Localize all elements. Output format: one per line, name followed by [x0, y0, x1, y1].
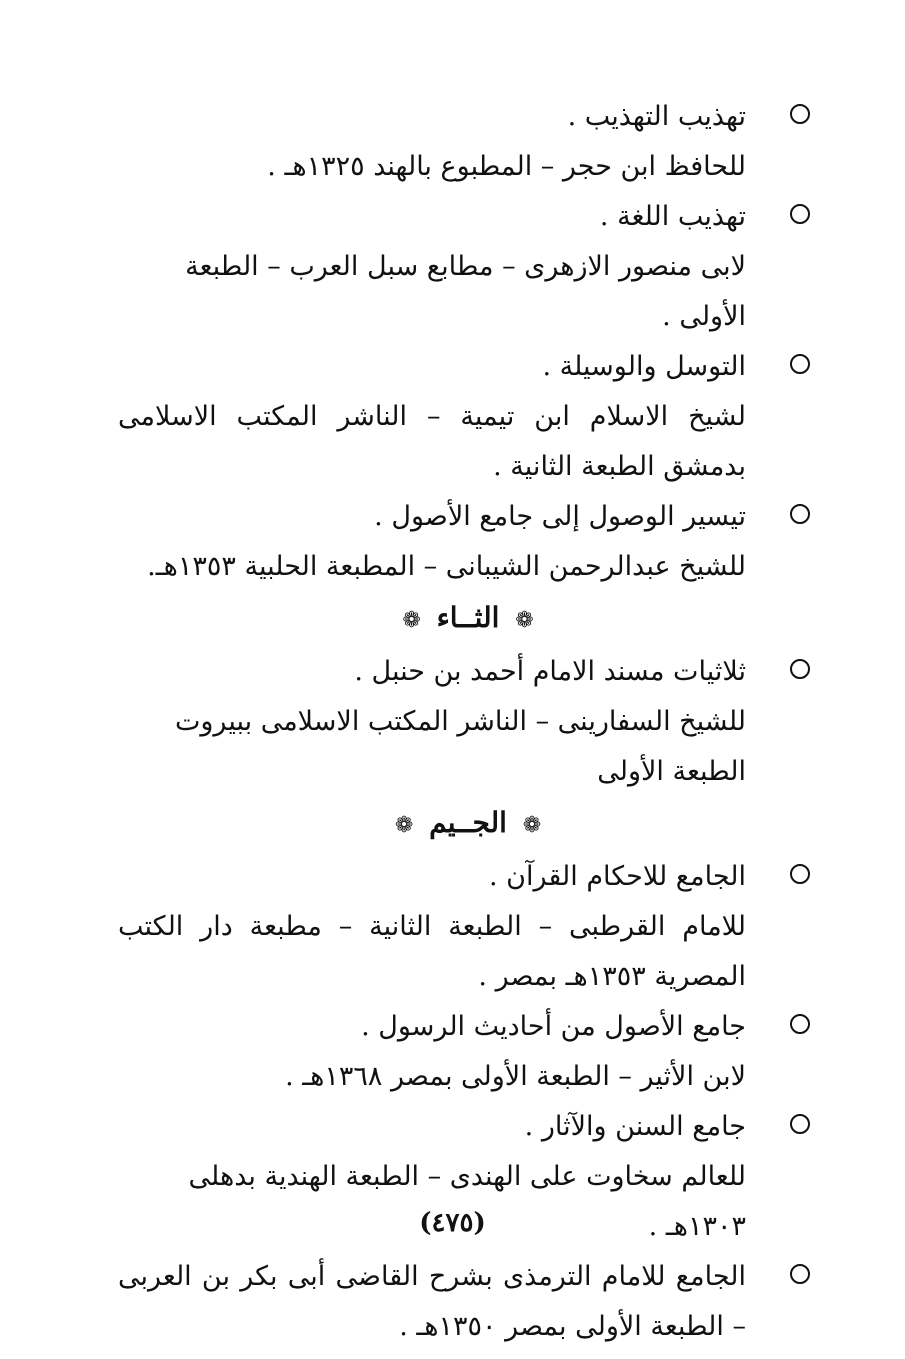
entry-detail: للشيخ السفارينى – الناشر المكتب الاسلامى ببيروت الطبعة الأولى — [174, 706, 746, 787]
circle-bullet-icon — [790, 1114, 810, 1134]
ornament-icon: ❁ — [515, 608, 534, 633]
bibliography-list — [118, 92, 818, 1352]
entry-title: الجامع للاحكام القرآن . — [488, 861, 746, 892]
circle-bullet-icon — [790, 1264, 810, 1284]
entry-title: التوسل والوسيلة . — [542, 351, 746, 382]
entry-detail: للشيخ عبدالرحمن الشيبانى – المطبعة الحلبية ١٣٥٣هـ. — [147, 551, 746, 582]
entry-title: جامع السنن والآثار . — [524, 1111, 746, 1142]
section-header-tha — [118, 592, 818, 647]
entry-detail: للحافظ ابن حجر – المطبوع بالهند ١٣٢٥هـ . — [267, 151, 746, 182]
bibliography-entry — [118, 92, 818, 192]
entry-detail: لابن الأثير – الطبعة الأولى بمصر ١٣٦٨هـ . — [285, 1061, 746, 1092]
entry-title: تهذيب التهذيب . — [567, 101, 746, 132]
bibliography-entry — [118, 342, 818, 492]
circle-bullet-icon — [790, 104, 810, 124]
entry-detail: لابى منصور الازهرى – مطابع سبل العرب – الطبعة الأولى . — [185, 251, 746, 332]
circle-bullet-icon — [790, 204, 810, 224]
bibliography-entry — [118, 492, 818, 592]
entry-title: جامع الأصول من أحاديث الرسول . — [361, 1011, 746, 1042]
ornament-icon: ❁ — [522, 813, 542, 838]
bibliography-entry — [118, 1002, 818, 1102]
page-number: (٤٧٥) — [419, 1208, 486, 1238]
circle-bullet-icon — [790, 354, 810, 374]
section-label: الثــاء — [436, 601, 500, 634]
entry-detail: للامام القرطبى – الطبعة الثانية – مطبعة دار الكتب المصرية ١٣٥٣هـ بمصر . — [118, 911, 746, 992]
entry-title: تيسير الوصول إلى جامع الأصول . — [374, 501, 746, 532]
circle-bullet-icon — [790, 504, 810, 524]
entry-detail: للعالم سخاوت على الهندى – الطبعة الهندية بدهلى ١٣٠٣هـ . — [188, 1161, 746, 1242]
entry-detail: لشيخ الاسلام ابن تيمية – الناشر المكتب الاسلامى بدمشق الطبعة الثانية . — [118, 401, 746, 482]
bibliography-entry — [118, 192, 818, 342]
circle-bullet-icon — [790, 864, 810, 884]
circle-bullet-icon — [790, 659, 810, 679]
ornament-icon: ❁ — [402, 608, 421, 633]
entry-title: ثلاثيات مسند الامام أحمد بن حنبل . — [354, 656, 746, 687]
bibliography-entry — [118, 647, 818, 797]
section-header-jim — [118, 797, 818, 852]
section-label: الجــيم — [429, 806, 507, 839]
bibliography-entry — [118, 1252, 818, 1352]
ornament-icon: ❁ — [394, 813, 414, 838]
circle-bullet-icon — [790, 1014, 810, 1034]
entry-title: تهذيب اللغة . — [599, 201, 746, 232]
entry-title: الجامع للامام الترمذى بشرح القاضى أبى بكر بن العربى – الطبعة الأولى بمصر ١٣٥٠هـ . — [118, 1261, 746, 1342]
bibliography-entry — [118, 852, 818, 1002]
